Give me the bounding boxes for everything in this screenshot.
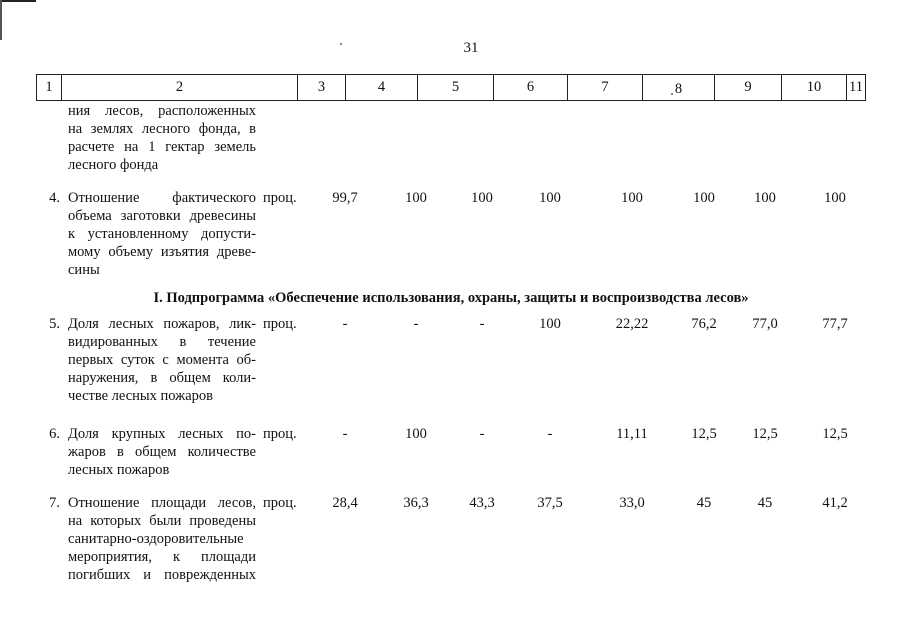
value-col-5: 36,3	[403, 495, 429, 511]
value-col-10: 45	[757, 495, 773, 511]
description-line: ния лесов, расположенных	[68, 103, 256, 119]
table-row	[0, 189, 905, 279]
value-col-11: 41,2	[822, 495, 848, 511]
row-number: 5.	[49, 316, 60, 332]
description-line: санитарно-оздоровительные	[68, 531, 244, 547]
header-cell-11: 11	[849, 79, 863, 95]
header-cell-9: 9	[715, 75, 782, 100]
row-description	[68, 494, 256, 584]
value-col-7: 100	[539, 316, 561, 332]
value-col-9: 12,5	[691, 426, 717, 442]
value-col-7: 37,5	[537, 495, 563, 511]
value-col-9: 100	[693, 190, 715, 206]
table-row	[0, 315, 905, 405]
row-description	[68, 102, 256, 174]
value-col-6: -	[479, 426, 485, 442]
value-col-4: 28,4	[332, 495, 358, 511]
value-col-8: 22,22	[615, 316, 649, 332]
description-line: мероприятия, к площади	[68, 549, 256, 565]
header-cell-2: 2	[62, 75, 298, 100]
value-col-7: 100	[539, 190, 561, 206]
row-unit: проц.	[263, 190, 297, 206]
header-cell-4: 4	[346, 75, 418, 100]
header-cell-8: 8	[643, 75, 715, 100]
description-line: первых суток с момента об-	[68, 352, 256, 368]
scan-edge-left	[0, 0, 2, 40]
description-line: Доля крупных лесных по-	[68, 426, 256, 442]
value-col-4: -	[342, 316, 348, 332]
row-number: 4.	[49, 190, 60, 206]
row-number: 6.	[49, 426, 60, 442]
description-line: видированных в течение	[68, 334, 256, 350]
description-line: сины	[68, 262, 100, 278]
header-cell-3: 3	[298, 75, 346, 100]
value-col-6: 100	[471, 190, 493, 206]
table-header-row	[36, 74, 866, 101]
value-col-10: 77,0	[752, 316, 778, 332]
value-col-4: -	[342, 426, 348, 442]
description-line: на землях лесного фонда, в	[68, 121, 256, 137]
description-line: Отношение площади лесов,	[68, 495, 256, 511]
header-cell-1: 1	[37, 75, 62, 100]
section-heading: I. Подпрограмма «Обеспечение использования, охраны, защиты и воспроизводства лесов»	[153, 290, 749, 306]
value-col-8: 100	[621, 190, 643, 206]
row-unit: проц.	[263, 495, 297, 511]
header-cell-5: 5	[418, 75, 494, 100]
header-cell-7: 7	[568, 75, 643, 100]
description-line: на которых были проведены	[68, 513, 256, 529]
table-row	[0, 425, 905, 479]
scan-speck	[340, 43, 342, 45]
scan-edge-top	[0, 0, 36, 2]
value-col-8: 11,11	[616, 426, 648, 442]
value-col-10: 100	[754, 190, 776, 206]
value-col-6: -	[479, 316, 485, 332]
value-col-10: 12,5	[752, 426, 778, 442]
table-row-continuation	[0, 102, 905, 174]
page-number: 31	[463, 40, 479, 56]
description-line: лесного фонда	[68, 157, 159, 173]
value-col-5: 100	[405, 426, 427, 442]
description-line: объема заготовки древесины	[68, 208, 256, 224]
description-line: мому объему изъятия древе-	[68, 244, 256, 260]
description-line: к установленному допусти-	[68, 226, 256, 242]
description-line: Доля лесных пожаров, лик-	[68, 316, 256, 332]
value-col-11: 12,5	[822, 426, 848, 442]
value-col-6: 43,3	[469, 495, 495, 511]
row-unit: проц.	[263, 316, 297, 332]
row-number: 7.	[49, 495, 60, 511]
value-col-11: 100	[824, 190, 846, 206]
row-description	[68, 189, 256, 279]
row-description	[68, 425, 256, 479]
description-line: наружения, в общем коли-	[68, 370, 256, 386]
description-line: Отношение фактического	[68, 190, 256, 206]
value-col-8: 33,0	[619, 495, 645, 511]
description-line: погибших и поврежденных	[68, 567, 256, 583]
value-col-5: -	[413, 316, 419, 332]
value-col-11: 77,7	[822, 316, 848, 332]
description-line: лесных пожаров	[68, 462, 170, 478]
value-col-4: 99,7	[332, 190, 358, 206]
description-line: жаров в общем количестве	[68, 444, 256, 460]
description-line: расчете на 1 гектар земель	[68, 139, 256, 155]
row-unit: проц.	[263, 426, 297, 442]
value-col-9: 45	[696, 495, 712, 511]
description-line: честве лесных пожаров	[68, 388, 213, 404]
value-col-9: 76,2	[691, 316, 717, 332]
value-col-7: -	[547, 426, 553, 442]
table-row	[0, 494, 905, 584]
header-cell-10: 10	[782, 75, 847, 100]
value-col-5: 100	[405, 190, 427, 206]
row-description	[68, 315, 256, 405]
header-cell-6: 6	[494, 75, 568, 100]
